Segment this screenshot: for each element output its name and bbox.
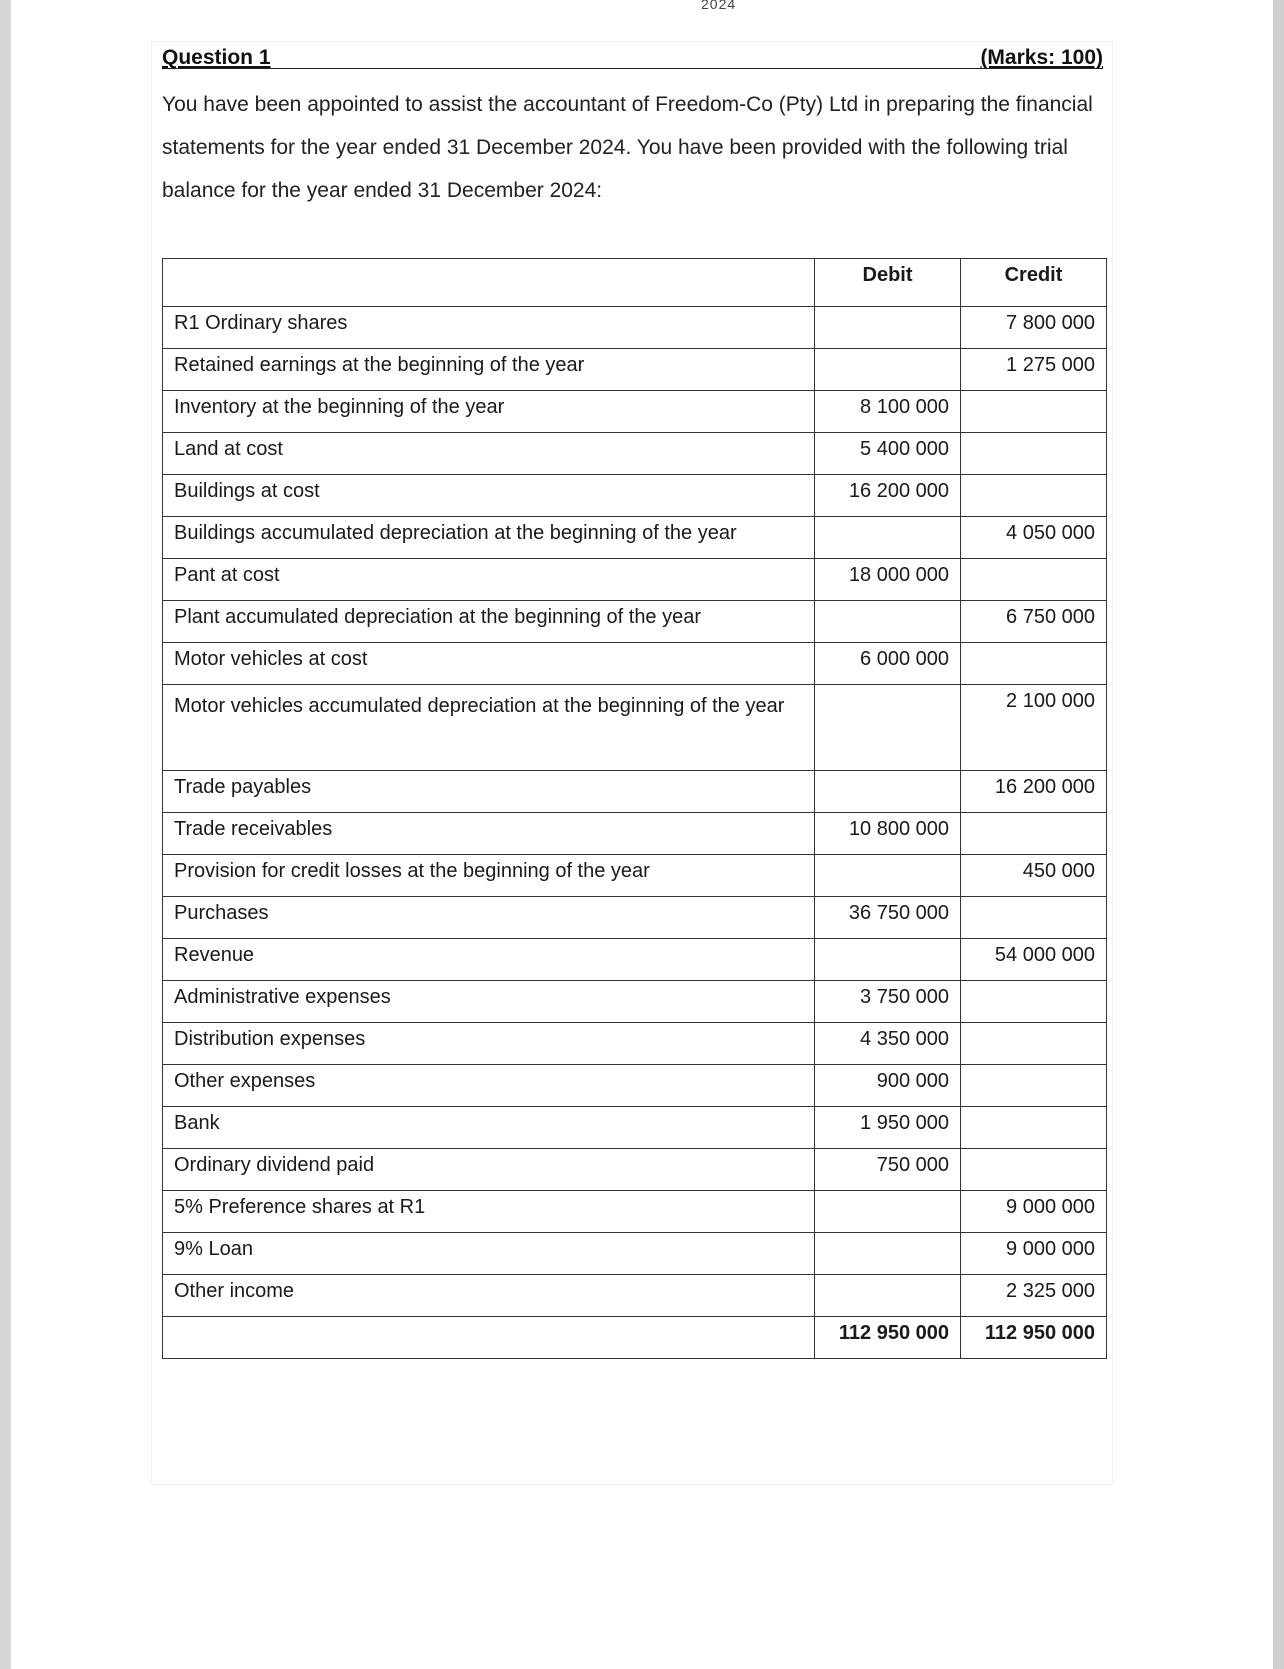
table-row — [163, 685, 1107, 771]
question-intro: You have been appointed to assist the accountant of Freedom-Co (Pty) Ltd in preparing the financial statements for the year ended 31 December 2024. You have been provided with the following trial balance for the year ended 31 December 2024: — [162, 93, 1093, 202]
row-description: Other expenses — [163, 1065, 815, 1107]
row-credit: 7 800 000 — [961, 307, 1107, 349]
row-credit — [961, 1149, 1107, 1191]
row-description: Land at cost — [163, 433, 815, 475]
row-credit: 450 000 — [961, 855, 1107, 897]
page-edge-shadow — [1273, 0, 1284, 1669]
row-debit — [815, 685, 961, 771]
row-credit: 6 750 000 — [961, 601, 1107, 643]
table-row — [163, 643, 1107, 685]
table-row — [163, 433, 1107, 475]
table-row — [163, 559, 1107, 601]
row-debit: 1 950 000 — [815, 1107, 961, 1149]
row-credit: 54 000 000 — [961, 939, 1107, 981]
row-description: 9% Loan — [163, 1233, 815, 1275]
table-row — [163, 1065, 1107, 1107]
question-header — [162, 44, 1103, 69]
row-description: 5% Preference shares at R1 — [163, 1191, 815, 1233]
page-top-mark: 2024 — [701, 0, 737, 12]
row-debit — [815, 855, 961, 897]
row-credit: 9 000 000 — [961, 1233, 1107, 1275]
row-credit — [961, 1107, 1107, 1149]
row-description: Bank — [163, 1107, 815, 1149]
question-title: Question 1 — [162, 46, 271, 69]
row-debit: 5 400 000 — [815, 433, 961, 475]
row-description: Revenue — [163, 939, 815, 981]
trial-balance-table — [162, 258, 1107, 1359]
table-row — [163, 1023, 1107, 1065]
table-row — [163, 981, 1107, 1023]
row-debit: 8 100 000 — [815, 391, 961, 433]
row-debit — [815, 1191, 961, 1233]
row-debit: 10 800 000 — [815, 813, 961, 855]
totals-row — [163, 1317, 1107, 1359]
row-credit: 2 100 000 — [961, 685, 1107, 771]
row-credit — [961, 1065, 1107, 1107]
row-debit — [815, 601, 961, 643]
table-row — [163, 475, 1107, 517]
row-description: Buildings accumulated depreciation at the beginning of the year — [163, 517, 815, 559]
row-debit: 18 000 000 — [815, 559, 961, 601]
row-credit — [961, 433, 1107, 475]
row-description: Trade payables — [163, 771, 815, 813]
row-debit: 750 000 — [815, 1149, 961, 1191]
row-credit — [961, 391, 1107, 433]
row-debit — [815, 771, 961, 813]
row-debit — [815, 939, 961, 981]
row-description: Distribution expenses — [163, 1023, 815, 1065]
row-description: R1 Ordinary shares — [163, 307, 815, 349]
row-credit — [961, 559, 1107, 601]
row-debit: 3 750 000 — [815, 981, 961, 1023]
row-credit — [961, 1023, 1107, 1065]
table-row — [163, 771, 1107, 813]
table-row — [163, 349, 1107, 391]
table-row — [163, 307, 1107, 349]
row-debit: 4 350 000 — [815, 1023, 961, 1065]
row-debit: 6 000 000 — [815, 643, 961, 685]
table-row — [163, 1275, 1107, 1317]
row-debit — [815, 1275, 961, 1317]
row-description: Administrative expenses — [163, 981, 815, 1023]
row-credit: 2 325 000 — [961, 1275, 1107, 1317]
table-row — [163, 1233, 1107, 1275]
table-row — [163, 855, 1107, 897]
table-row — [163, 939, 1107, 981]
row-description: Buildings at cost — [163, 475, 815, 517]
row-debit — [815, 1233, 961, 1275]
row-description: Inventory at the beginning of the year — [163, 391, 815, 433]
row-debit — [815, 517, 961, 559]
row-description: Motor vehicles accumulated depreciation at the beginning of the year — [163, 685, 815, 771]
row-credit — [961, 813, 1107, 855]
row-description: Plant accumulated depreciation at the beginning of the year — [163, 601, 815, 643]
total-debit: 112 950 000 — [815, 1317, 961, 1359]
table-row — [163, 601, 1107, 643]
total-description — [163, 1317, 815, 1359]
row-description: Other income — [163, 1275, 815, 1317]
table-row — [163, 813, 1107, 855]
table-row — [163, 1191, 1107, 1233]
column-header-credit: Credit — [961, 259, 1107, 307]
question-marks: (Marks: 100) — [980, 46, 1103, 69]
table-row — [163, 517, 1107, 559]
table-row — [163, 1107, 1107, 1149]
table-row — [163, 1149, 1107, 1191]
row-description: Trade receivables — [163, 813, 815, 855]
row-credit — [961, 643, 1107, 685]
row-description: Retained earnings at the beginning of the year — [163, 349, 815, 391]
row-description: Purchases — [163, 897, 815, 939]
table-row — [163, 897, 1107, 939]
table-row — [163, 391, 1107, 433]
row-credit — [961, 981, 1107, 1023]
table-header-row — [163, 259, 1107, 307]
row-credit: 1 275 000 — [961, 349, 1107, 391]
row-debit: 900 000 — [815, 1065, 961, 1107]
row-credit — [961, 897, 1107, 939]
row-credit: 16 200 000 — [961, 771, 1107, 813]
row-credit: 4 050 000 — [961, 517, 1107, 559]
row-credit: 9 000 000 — [961, 1191, 1107, 1233]
total-credit: 112 950 000 — [961, 1317, 1107, 1359]
row-description: Motor vehicles at cost — [163, 643, 815, 685]
row-credit — [961, 475, 1107, 517]
row-debit: 36 750 000 — [815, 897, 961, 939]
row-debit — [815, 307, 961, 349]
row-debit — [815, 349, 961, 391]
row-description: Ordinary dividend paid — [163, 1149, 815, 1191]
column-header-debit: Debit — [815, 259, 961, 307]
column-header-description — [163, 259, 815, 307]
row-description: Provision for credit losses at the beginning of the year — [163, 855, 815, 897]
row-description: Pant at cost — [163, 559, 815, 601]
row-debit: 16 200 000 — [815, 475, 961, 517]
